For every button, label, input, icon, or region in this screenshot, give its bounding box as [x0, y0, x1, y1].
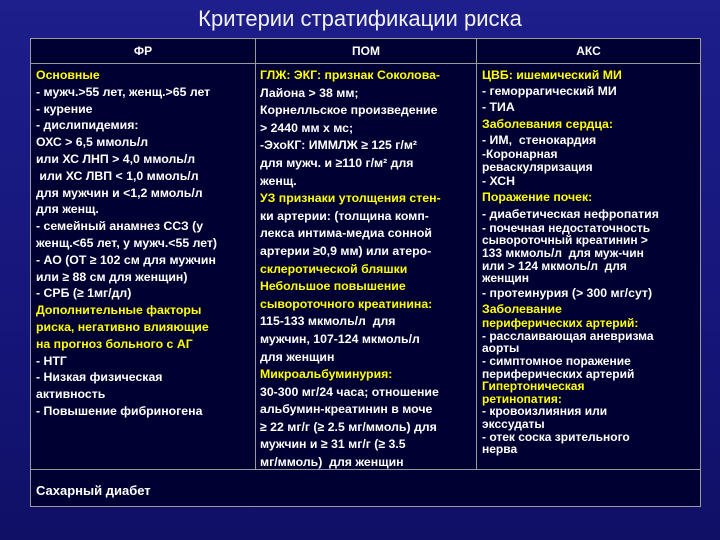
cell-line: Поражение почек:	[482, 190, 593, 205]
cell-line: -Коронарная	[482, 147, 558, 162]
cell-line: реваскуляризация	[482, 159, 593, 174]
cell-line: или ≥ 88 см для женщин)	[36, 269, 188, 284]
cell-line: - СРБ (≥ 1мг/дл)	[36, 286, 132, 301]
cell-line: альбумин-креатинин в моче	[260, 402, 433, 417]
cell-line: сывороточного креатинина:	[260, 296, 433, 311]
cell-line: - расслаивающая аневризма	[482, 328, 654, 343]
column-divider	[476, 39, 477, 469]
cell-line: мг/ммоль) для женщин	[260, 455, 404, 470]
cell-line: 30-300 мг/24 часа; отношение	[260, 384, 439, 399]
cell-line: лекса интима-медиа сонной	[260, 226, 432, 241]
cell-line: артерии ≥0,9 мм) или атеро-	[260, 243, 432, 258]
column-divider	[255, 39, 256, 469]
cell-line: - семейный анамнез ССЗ (у	[36, 219, 204, 234]
cell-line: ЦВБ: ишемический МИ	[482, 68, 622, 82]
cell-line: Микроальбуминурия:	[260, 367, 393, 382]
cell-line: > 2440 мм х мс;	[260, 120, 354, 135]
header-aks: АКС	[477, 39, 700, 64]
cell-line: на прогноз больного с АГ	[36, 336, 193, 351]
cell-line: или ХС ЛНП > 4,0 ммоль/л	[36, 151, 196, 166]
cell-line: Основные	[36, 68, 100, 82]
cell-line: экссудаты	[482, 416, 545, 431]
cell-line: - отек соска зрительного	[482, 429, 630, 444]
cell-line: Небольшое повышение	[260, 279, 406, 294]
cell-line: - Низкая физическая	[36, 370, 163, 385]
cell-line: женщ.	[260, 173, 297, 188]
cell-line: - диабетическая нефропатия	[482, 206, 659, 221]
cell-line: женщ.<65 лет, у мужч.<55 лет)	[36, 235, 218, 250]
cell-line: Лайона > 38 мм;	[260, 85, 359, 100]
cell-line: ки артерии: (толщина комп-	[260, 208, 429, 223]
cell-line: активность	[36, 387, 106, 402]
cell-line: - почечная недостаточность	[482, 220, 651, 235]
header-pom: ПОМ	[256, 39, 476, 64]
cell-line: Заболевания сердца:	[482, 116, 613, 131]
cell-line: или ХС ЛВП < 1,0 ммоль/л	[36, 168, 199, 183]
cell-line: - курение	[36, 101, 93, 116]
cell-line: - Повышение фибриногена	[36, 403, 203, 418]
cell-line: склеротической бляшки	[260, 261, 408, 276]
cell-line: женщин	[482, 271, 530, 286]
cell-line: ≥ 22 мг/г (≥ 2.5 мг/ммоль) для	[260, 419, 437, 434]
cell-line: - ТИА	[482, 100, 515, 115]
cell-line: периферических артерий	[482, 366, 635, 381]
cell-line: Гипертоническая	[482, 379, 585, 394]
cell-line: Заболевание	[482, 301, 562, 316]
associated-conditions-column	[482, 67, 659, 456]
cell-line: УЗ признаки утолщения стен-	[260, 191, 441, 206]
cell-line: -ЭхоКГ: ИММЛЖ ≥ 125 г/м²	[260, 138, 418, 153]
cell-line: - симптомное поражение	[482, 353, 631, 368]
cell-line: ГЛЖ: ЭКГ: признак Соколова-	[260, 68, 441, 82]
cell-line: - ХСН	[482, 174, 516, 189]
cell-line: для мужч. и ≥110 г/м² для	[260, 155, 414, 170]
cell-line: 133 мкмоль/л для муж-чин	[482, 246, 644, 260]
cell-line: - мужч.>55 лет, женщ.>65 лет	[36, 84, 211, 99]
cell-line: для мужчин и <1,2 ммоль/л	[36, 185, 203, 200]
cell-line: сывороточный креатинин >	[482, 233, 648, 248]
cell-line: нерва	[482, 442, 518, 457]
cell-line: 115-133 мкмоль/л для	[260, 314, 396, 329]
cell-line: ОХС > 6,5 ммоль/л	[36, 135, 149, 150]
cell-line: - НТГ	[36, 353, 67, 368]
page-title: Критерии стратификации риска	[198, 6, 522, 31]
cell-line: - дислипидемия:	[36, 118, 139, 133]
cell-line: Корнелльское произведение	[260, 103, 438, 118]
cell-line: - протеинурия (> 300 мг/сут)	[482, 285, 653, 300]
cell-line: ретинопатия:	[482, 391, 562, 406]
cell-line: - АО (ОТ ≥ 102 см для мужчин	[36, 252, 216, 267]
cell-line: - ИМ, стенокардия	[482, 132, 597, 147]
cell-line: мужчин, 107-124 мкмоль/л	[260, 331, 420, 346]
risk-table	[30, 38, 701, 507]
header-fr: ФР	[31, 39, 255, 64]
cell-line: периферических артерий:	[482, 316, 639, 331]
cell-line: или > 124 мкмоль/л для	[482, 258, 627, 273]
diabetes-row: Сахарный диабет	[36, 483, 151, 498]
cell-line: Дополнительные факторы	[36, 303, 202, 318]
cell-line: для женщ.	[36, 202, 99, 217]
cell-line: для женщин	[260, 349, 335, 364]
cell-line: - кровоизлияния или	[482, 404, 608, 419]
cell-line: аорты	[482, 341, 520, 356]
cell-line: - геморрагический МИ	[482, 84, 617, 99]
target-organ-damage-column	[260, 67, 441, 472]
cell-line: риска, негативно влияющие	[36, 319, 209, 334]
cell-line: мужчин и ≥ 31 мг/г (≥ 3.5	[260, 437, 406, 452]
risk-factors-column	[36, 67, 217, 420]
